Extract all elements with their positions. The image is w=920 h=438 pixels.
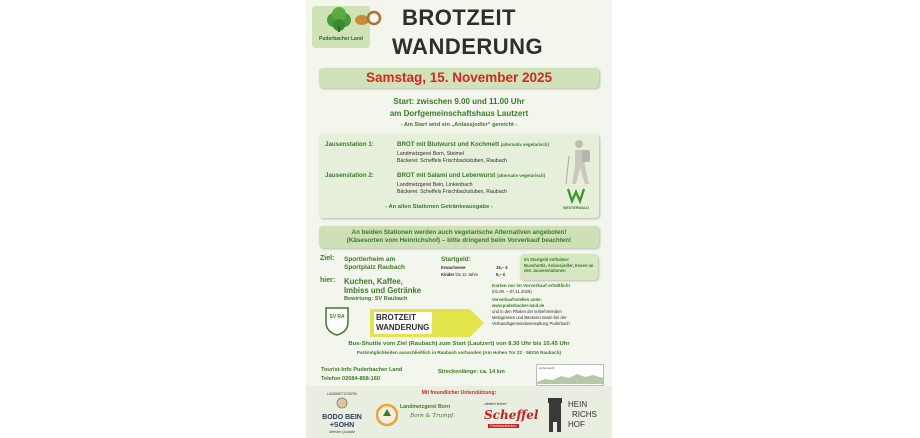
station-2-line-1: Landmetzgerei Bein, Linkenbach: [397, 182, 473, 188]
shuttle-line-1: Bus-Shuttle vom Ziel (Raubach) zum Start (Lautzert) von 8.30 Uhr bis 10.45 Uhr: [348, 341, 570, 347]
sv-raubach-crest-icon: [324, 306, 350, 336]
title-line-1: BROTZEIT: [402, 5, 516, 30]
title-line-2: WANDERUNG: [392, 34, 544, 59]
sponsor-1-top: LANDMETZGEREI: [326, 392, 358, 396]
sponsor-3-top: ...einfach lecker!: [482, 402, 507, 406]
westerwald-logo-text: WESTERWALD: [563, 206, 589, 210]
info-line-1: Tourist-Info Puderbacher Land: [321, 367, 403, 373]
startgeld-included-box: [520, 254, 598, 280]
tickets-line-1: Karten nur im Vorverkauf erhältlich!: [492, 283, 571, 288]
station-1-line-1: Landmetzgerei Born, Steimel: [397, 151, 464, 157]
veg-notice-line-2: (Käsesorten vom Heinrichshof) – bitte dringend beim Vorverkauf beachten!: [346, 237, 572, 244]
ziel-food-2: Imbiss und Getränke: [344, 286, 422, 295]
ziel-place-1: Sportlerheim am: [344, 256, 396, 263]
start-line-1: Start: zwischen 9.00 und 11.00 Uhr: [393, 97, 525, 106]
sponsor-3-main: Scheffel: [484, 408, 539, 422]
station-2-title: [397, 172, 545, 180]
sponsor-bodo-bein: [314, 392, 370, 434]
hier-label: hier:: [320, 277, 336, 284]
startgeld-included-title: Im Startgeld enthalten:: [524, 257, 570, 262]
startgeld-row-2-sub: bis 12 Jahre: [455, 272, 479, 277]
startgeld-row-1-label: Erwachsene: [441, 265, 466, 270]
station-2-note: (alternativ vegetarisch): [497, 173, 546, 178]
sponsor-4-line-1: HEIN: [568, 400, 588, 409]
tickets-line-3: Vorverkaufsstellen unter:: [492, 297, 543, 302]
sponsor-1-main: BODO BEIN: [322, 414, 362, 421]
station-1-title: [397, 141, 549, 149]
sponsor-2-line-2: Born & Trumpf.: [410, 413, 455, 419]
startgeld-included-text: Busshuttle, Anlassjodler, Essen an den Jausenstationen: [524, 263, 594, 274]
sponsor-4-line-3: HOF: [568, 420, 585, 429]
elevation-chart-icon: [537, 370, 603, 384]
station-1-label: Jausenstation 1:: [325, 141, 374, 148]
sponsor-4-line-2: RICHS: [572, 410, 597, 419]
tickets-line-5: Metzgereien und Bäckerei sowie bei der: [492, 315, 567, 320]
westerwald-logo-icon: [567, 188, 589, 204]
veg-notice-line-1: An beiden Stationen werden auch vegetarische Alternativen angeboten!: [351, 229, 567, 236]
sponsors-panel: [306, 386, 612, 438]
stations-footer: - An allen Stationen Getränkeausgabe -: [385, 204, 493, 210]
shuttle-line-2: Parkmöglichkeiten ausschließlich in Raubach vorhanden (Am Hohen Tor 22 · 56316 Raubach): [356, 350, 562, 355]
sponsors-title: Mit freundlicher Unterstützung:: [421, 390, 497, 396]
bread-and-pretzel-icon: [354, 6, 382, 30]
sign-line-1: BROTZEIT: [376, 313, 416, 322]
startgeld-row-2-label: Kinder: [441, 272, 455, 277]
startgeld-row-1-value: 15,– €: [496, 265, 508, 270]
tickets-line-4: und in den Filialen der teilnehmenden: [492, 309, 562, 314]
startgeld-row-2-value: 5,– €: [496, 272, 506, 277]
sponsor-born-badge-icon: [376, 402, 398, 428]
info-line-2: Telefon 02684-858-160: [321, 376, 380, 382]
hiker-icon: [563, 138, 593, 188]
tickets-line-6: Verbandsgemeindeverwaltung Puderbach: [492, 321, 570, 326]
sponsor-1-crest-icon: [333, 397, 351, 409]
tickets-line-2: (01.09. – 07.11.2025): [492, 289, 532, 294]
sponsor-heinrichshof-tower-icon: [546, 396, 564, 432]
startgeld-title: Startgeld:: [441, 256, 471, 263]
elevation-profile-label: Höhenprofil: [539, 366, 555, 370]
sponsor-1-sub: +SOHN: [329, 422, 355, 429]
station-2-line-2: Bäckerei: Scheffels Frischbackstuben, Raubach: [397, 189, 508, 195]
distance-text: Streckenlänge: ca. 14 km: [438, 369, 505, 375]
sign-line-2: WANDERUNG: [376, 323, 430, 332]
start-line-3: - Am Start wird ein „Anlassjodler“ gereicht -: [400, 122, 518, 128]
elevation-profile: [536, 364, 604, 386]
tickets-url-link[interactable]: www.puderbacher-land.de: [492, 303, 545, 308]
brotzeit-sign: [370, 309, 484, 337]
veg-notice-panel: [319, 226, 599, 248]
start-line-2: am Dorfgemeinschaftshaus Lautzert: [389, 109, 529, 118]
startgeld-row-2: [441, 272, 478, 277]
station-2-label: Jausenstation 2:: [325, 172, 374, 179]
station-1-line-2: Bäckerei: Scheffels Frischbackstuben, Raubach: [397, 158, 508, 164]
station-1-title-text: BROT mit Blutwurst und Kochmett: [397, 141, 500, 148]
sv-raubach-logo: [324, 306, 350, 336]
station-1-note: (alternativ vegetarisch): [500, 142, 549, 147]
date-banner: [319, 68, 599, 88]
date-text: Samstag, 15. November 2025: [365, 70, 553, 85]
stations-panel: [319, 134, 599, 218]
station-2-title-text: BROT mit Salami und Leberwurst: [397, 172, 496, 179]
ziel-place-2: Sportplatz Raubach: [344, 264, 406, 271]
ziel-label: Ziel:: [320, 255, 335, 262]
logo-text: Puderbacher Land: [319, 36, 363, 42]
ziel-host: Bewirtung: SV Raubach: [344, 296, 408, 302]
sv-raubach-logo-text: SV RA: [329, 314, 345, 320]
sponsor-1-tag: Meister-Qualität: [329, 430, 355, 434]
ziel-food-1: Kuchen, Kaffee,: [344, 277, 403, 286]
sponsor-2-line-1: Landmetzgerei Born: [400, 404, 451, 410]
event-poster: [306, 0, 612, 438]
sponsor-3-sub: Frischbackstuben: [490, 424, 517, 428]
